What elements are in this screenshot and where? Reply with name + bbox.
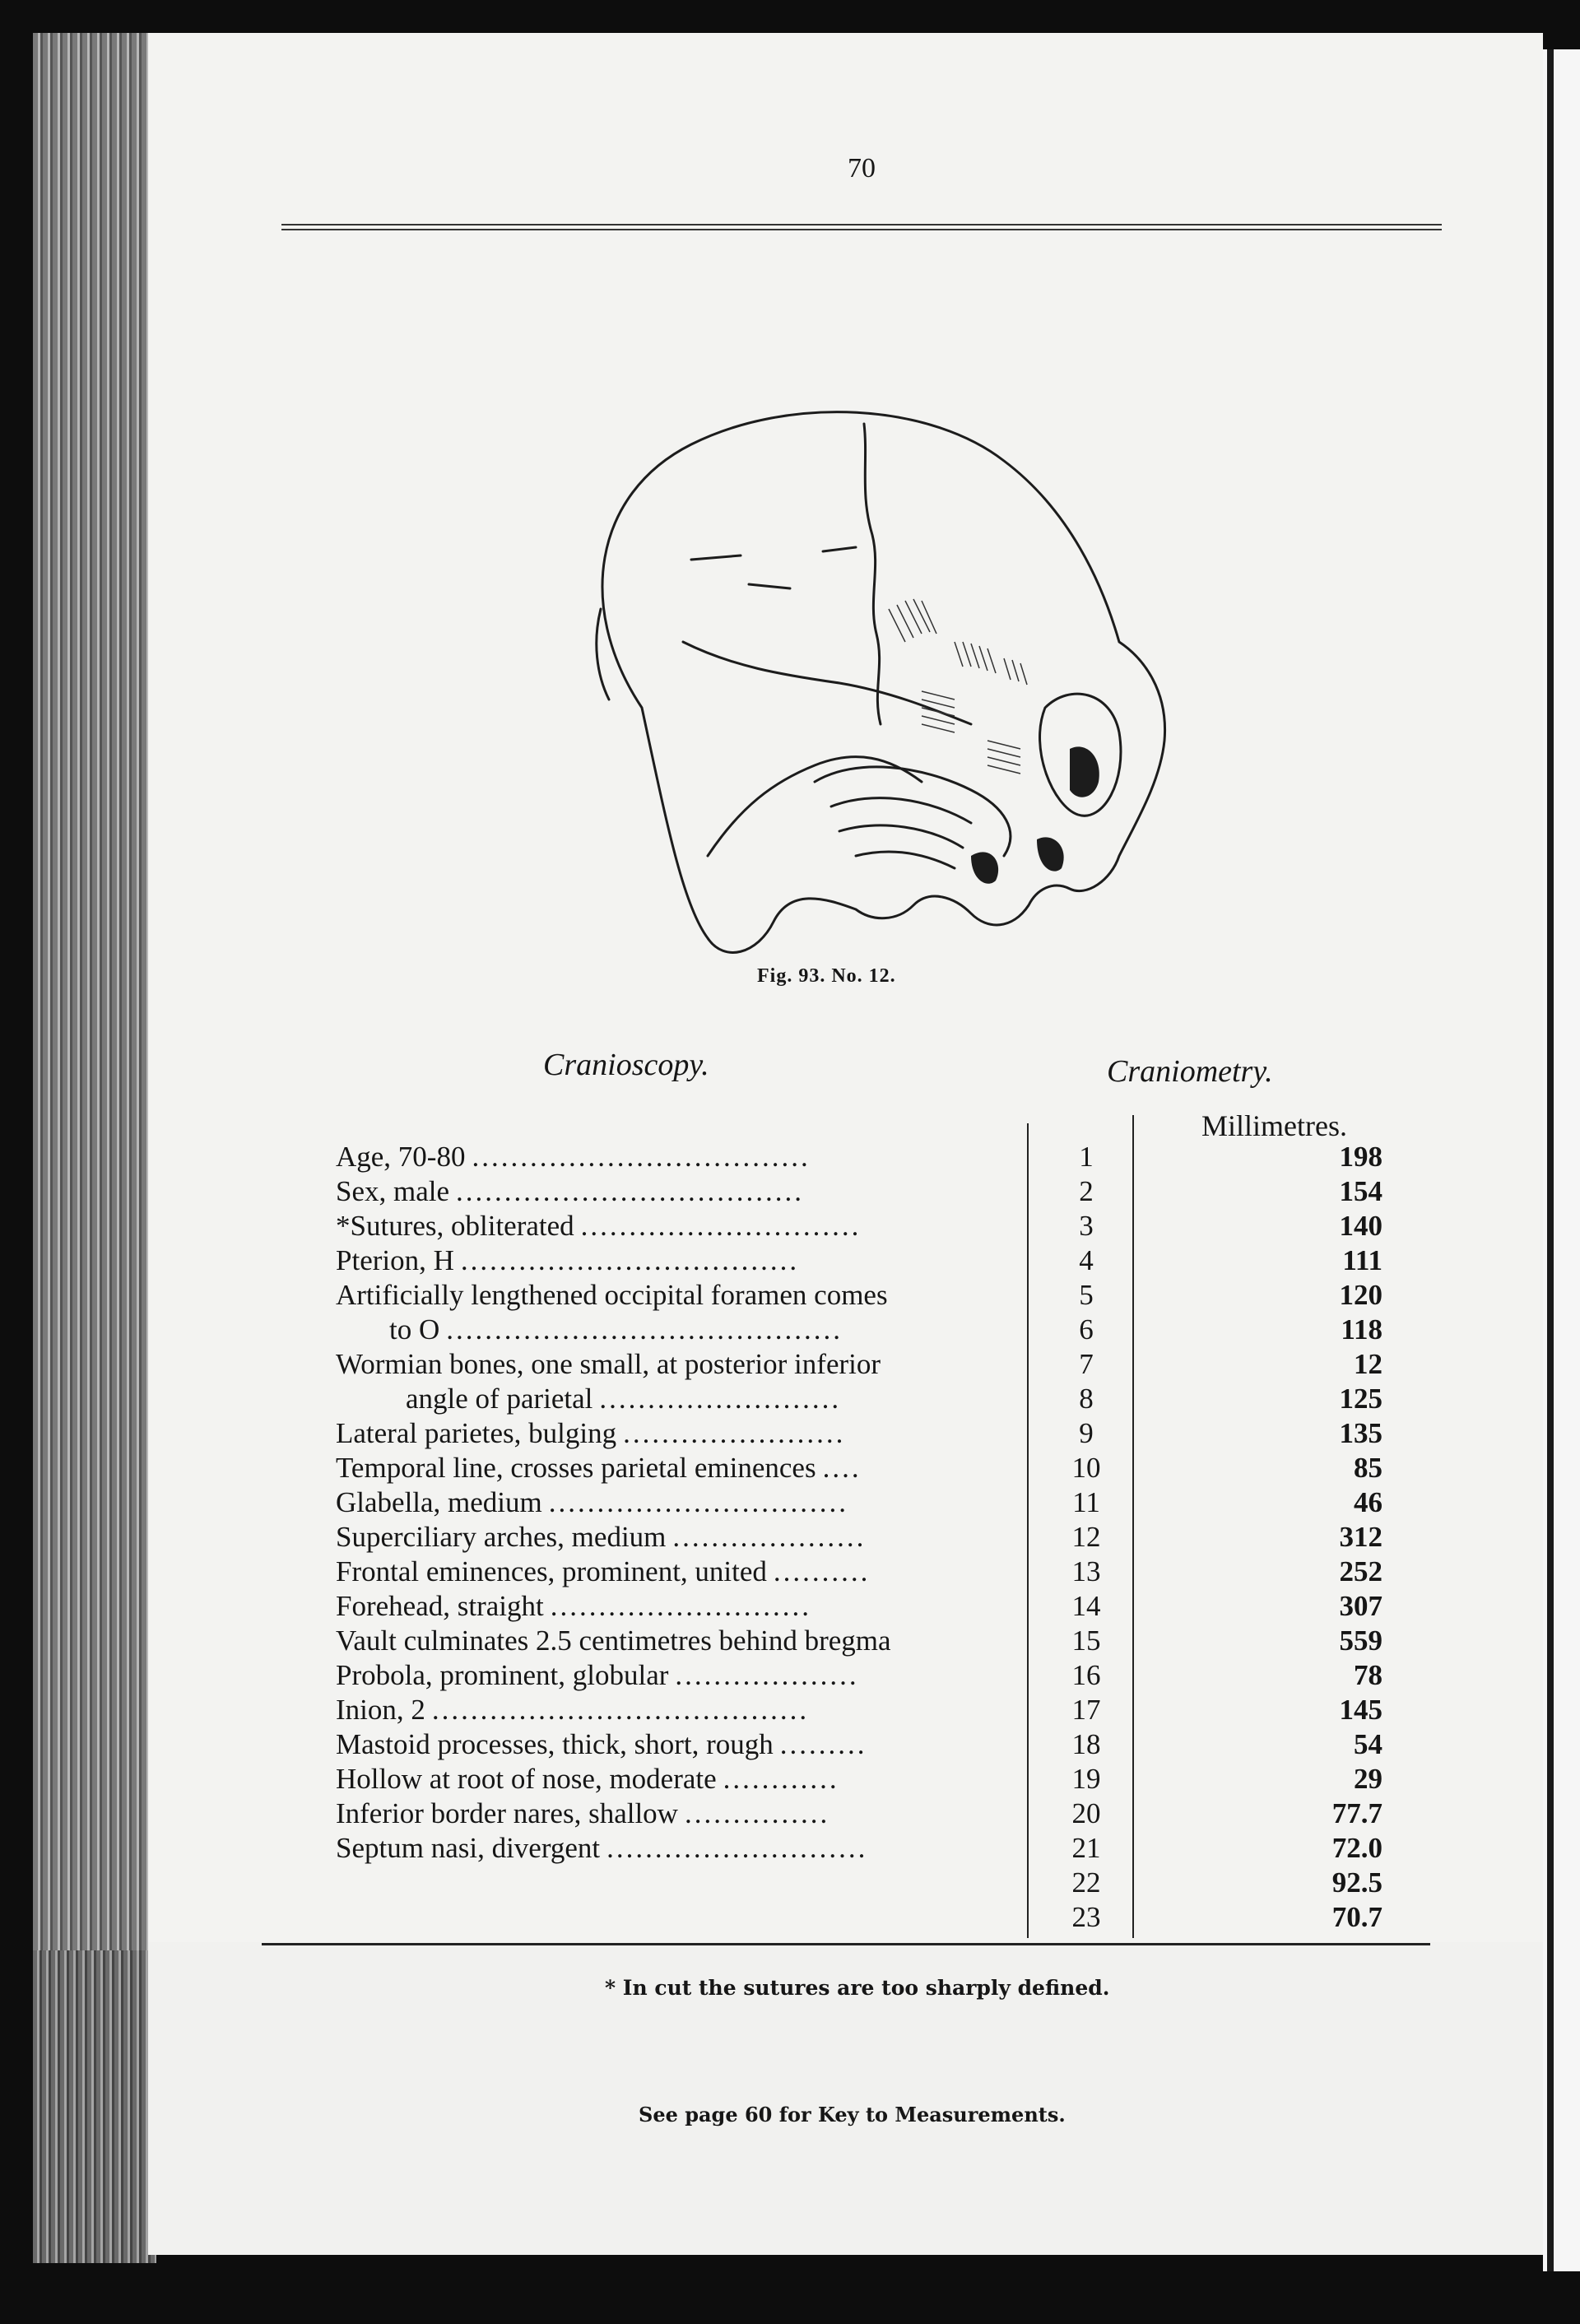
measurement-number: 22 [1071, 1866, 1101, 1899]
measurement-value: 70.7 [1331, 1901, 1382, 1933]
cranioscopy-item [336, 1416, 1020, 1451]
cranioscopy-item [336, 1796, 1020, 1831]
measurement-number: 20 [1071, 1797, 1101, 1829]
leader-dots [887, 1347, 1020, 1382]
cranioscopy-item-text: Wormian bones, one small, at posterior inferior [336, 1348, 881, 1380]
measurement-number: 11 [1072, 1486, 1100, 1518]
cranioscopy-item [336, 1209, 1020, 1243]
leader-dots: ................................... [472, 1141, 811, 1173]
cranioscopy-item [336, 1762, 1020, 1796]
cranioscopy-item-text: to O [389, 1313, 440, 1346]
cranioscopy-item-text: angle of parietal [406, 1383, 593, 1415]
measurement-value: 125 [1339, 1383, 1382, 1415]
measurement-number: 19 [1071, 1763, 1101, 1795]
cranioscopy-item [336, 1140, 1020, 1174]
measurement-value: 78 [1354, 1659, 1382, 1691]
measurement-number: 12 [1071, 1521, 1101, 1553]
leader-dots: ........................... [606, 1832, 868, 1864]
measurement-value: 140 [1339, 1210, 1382, 1242]
measurement-number: 1 [1079, 1141, 1094, 1173]
measurement-value-column [1193, 1140, 1382, 1935]
cranioscopy-item-text: *Sutures, obliterated [336, 1210, 574, 1242]
leader-dots: ......................... [599, 1383, 842, 1415]
key-note: See page 60 for Key to Measurements. [639, 2103, 1066, 2126]
measurement-number: 3 [1079, 1210, 1094, 1242]
cranioscopy-item [336, 1555, 1020, 1589]
cranioscopy-item [336, 1831, 1020, 1866]
cranioscopy-item [336, 1313, 1020, 1347]
cranioscopy-item-text: Frontal eminences, prominent, united [336, 1555, 767, 1587]
cranioscopy-item-text: Inferior border nares, shallow [336, 1797, 678, 1829]
cranioscopy-item [336, 1174, 1020, 1209]
cranioscopy-item [336, 1278, 1020, 1313]
measurement-value: 111 [1342, 1244, 1382, 1276]
cranioscopy-item-text: Artificially lengthened occipital foramen comes [336, 1279, 888, 1311]
cranioscopy-item-text: Glabella, medium [336, 1486, 542, 1518]
measurement-value: 29 [1354, 1763, 1382, 1795]
measurement-value: 92.5 [1331, 1866, 1382, 1899]
measurement-number: 6 [1079, 1313, 1094, 1346]
cranioscopy-item-text: Septum nasi, divergent [336, 1832, 601, 1864]
measurement-value: 85 [1354, 1452, 1382, 1484]
leader-dots: ............... [684, 1797, 830, 1829]
measurement-number: 18 [1071, 1728, 1101, 1760]
measurement-number: 5 [1079, 1279, 1094, 1311]
cranioscopy-item [336, 1727, 1020, 1762]
cranioscopy-item-text: Inion, 2 [336, 1694, 425, 1726]
leader-dots: ....................................... [431, 1694, 810, 1726]
measurement-number: 17 [1071, 1694, 1101, 1726]
cranioscopy-item-text: Superciliary arches, medium [336, 1521, 667, 1553]
column-divider-left [1027, 1123, 1029, 1938]
units-label: Millimetres. [1201, 1109, 1347, 1142]
cranioscopy-item [336, 1347, 1020, 1382]
measurement-value: 118 [1341, 1313, 1382, 1346]
measurement-number: 2 [1079, 1175, 1094, 1207]
measurement-value: 198 [1339, 1141, 1382, 1173]
measurement-value: 252 [1339, 1555, 1382, 1587]
measurement-number: 21 [1071, 1832, 1101, 1864]
cranioscopy-item [336, 1485, 1020, 1520]
measurement-number: 15 [1071, 1624, 1101, 1657]
leader-dots [898, 1624, 1020, 1658]
measurement-number: 8 [1079, 1383, 1094, 1415]
leader-dots: ......................................... [446, 1313, 843, 1346]
cranioscopy-item [336, 1382, 1020, 1416]
leader-dots: ............ [723, 1763, 839, 1795]
leader-dots: ................................... [460, 1244, 800, 1276]
header-rule [281, 224, 1442, 230]
book-page-edges [33, 33, 156, 1950]
book-page-edges-lower [33, 1950, 156, 2263]
leader-dots: .......... [773, 1555, 871, 1587]
measurement-value: 145 [1339, 1694, 1382, 1726]
measurement-number: 4 [1079, 1244, 1094, 1276]
cranioscopy-heading: Cranioscopy. [543, 1048, 709, 1082]
measurement-value: 120 [1339, 1279, 1382, 1311]
leader-dots: ................... [675, 1659, 859, 1691]
measurement-number: 7 [1079, 1348, 1094, 1380]
leader-dots: ............................. [580, 1210, 862, 1242]
cranioscopy-item-text: Pterion, H [336, 1244, 454, 1276]
cranioscopy-item-text: Lateral parietes, bulging [336, 1417, 617, 1449]
measurement-value: 12 [1354, 1348, 1382, 1380]
cranioscopy-item [336, 1658, 1020, 1693]
skull-illustration [543, 395, 1177, 971]
cranioscopy-item-text: Probola, prominent, globular [336, 1659, 669, 1691]
measurement-value: 307 [1339, 1590, 1382, 1622]
cranioscopy-item-text: Forehead, straight [336, 1590, 544, 1622]
measurement-value: 312 [1339, 1521, 1382, 1553]
figure-caption: Fig. 93. No. 12. [757, 965, 896, 987]
measurement-value: 77.7 [1331, 1797, 1382, 1829]
cranioscopy-item [336, 1243, 1020, 1278]
measurement-number: 16 [1071, 1659, 1101, 1691]
measurement-number: 13 [1071, 1555, 1101, 1587]
measurement-number: 9 [1079, 1417, 1094, 1449]
leader-dots: .................................... [456, 1175, 805, 1207]
measurement-value: 559 [1339, 1624, 1382, 1657]
leader-dots: ....................... [623, 1417, 846, 1449]
table-bottom-rule [262, 1943, 1430, 1945]
cranioscopy-item-text: Mastoid processes, thick, short, rough [336, 1728, 774, 1760]
cranioscopy-item [336, 1693, 1020, 1727]
cranioscopy-item [336, 1451, 1020, 1485]
leader-dots: .... [822, 1452, 862, 1484]
measurement-number: 10 [1071, 1452, 1101, 1484]
measurement-value: 154 [1339, 1175, 1382, 1207]
measurement-value: 135 [1339, 1417, 1382, 1449]
leader-dots [895, 1278, 1020, 1313]
measurement-value: 46 [1354, 1486, 1382, 1518]
cranioscopy-item [336, 1520, 1020, 1555]
leader-dots: ......... [779, 1728, 867, 1760]
book-gutter [1547, 49, 1554, 2271]
leader-dots: ............................... [548, 1486, 849, 1518]
cranioscopy-item-text: Hollow at root of nose, moderate [336, 1763, 717, 1795]
cranioscopy-item-text: Age, 70-80 [336, 1141, 466, 1173]
cranioscopy-list [336, 1140, 1020, 1866]
measurement-number-column [1037, 1140, 1136, 1935]
measurement-value: 72.0 [1331, 1832, 1382, 1864]
leader-dots: ........................... [550, 1590, 811, 1622]
cranioscopy-item [336, 1589, 1020, 1624]
footnote: * In cut the sutures are too sharply defined. [605, 1976, 1110, 2000]
page-number: 70 [848, 153, 876, 184]
cranioscopy-item-text: Temporal line, crosses parietal eminences [336, 1452, 816, 1484]
cranioscopy-item-text: Vault culminates 2.5 centimetres behind bregma [336, 1624, 891, 1657]
cranioscopy-item [336, 1624, 1020, 1658]
leader-dots: .................... [672, 1521, 867, 1553]
measurement-number: 14 [1071, 1590, 1101, 1622]
cranioscopy-item-text: Sex, male [336, 1175, 450, 1207]
craniometry-heading: Craniometry. [1107, 1054, 1273, 1089]
measurement-value: 54 [1354, 1728, 1382, 1760]
measurement-number: 23 [1071, 1901, 1101, 1933]
